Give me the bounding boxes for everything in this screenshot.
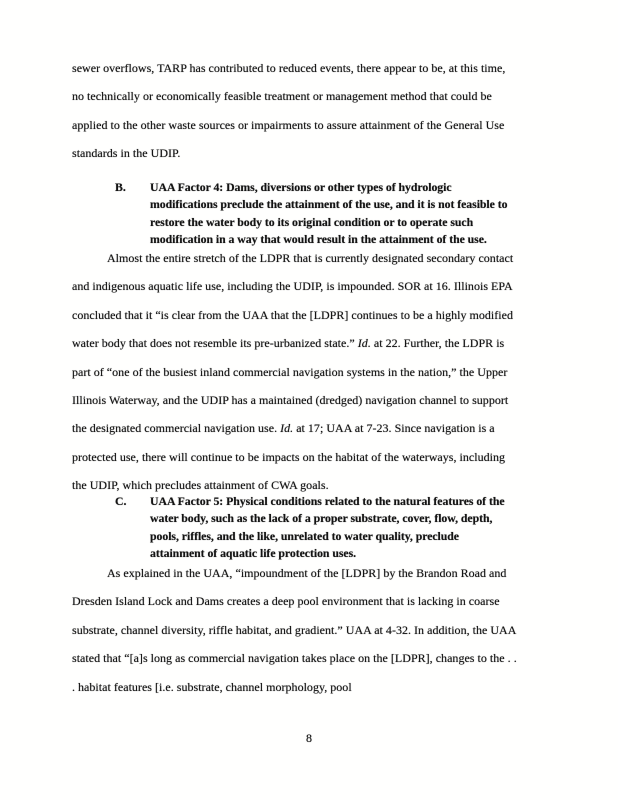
heading-label: C. (115, 494, 127, 508)
heading-text: UAA Factor 5: Physical conditions related to the natural features of the water body, such as the lack of a proper substrate, cover, flow, depth, pools, riffles, and the like, unrelated to water quality, preclude attainment of aquatic life protection uses. (150, 494, 505, 561)
paragraph-text: As explained in the UAA, “impoundment of the [LDPR] by the Brandon Road and Dresden Island Lock and Dams creates a deep pool environment that is lacking in coarse substrate, channel diversity, riffle habitat, and gradient.” UAA at 4-32. In addition, the UAA stated that “[a]s long as commercial navigation takes place on the [LDPR], changes to the . . . habitat features [i.e. substrate, channel morphology, pool (72, 566, 517, 694)
paragraph-text: Almost the entire stretch of the LDPR that is currently designated secondary contact and indigenous aquatic life use, including the UDIP, is impounded. SOR at 16. Illinois EPA concluded that it “is clear from the UAA that the [LDPR] continues to be a highly modified water body that does not resemble its pre-urbanized state.” (72, 251, 514, 351)
paragraph-text: at 17; UAA at 7-23. Since navigation is a protected use, there will continue to be impacts on the habitat of the waterways, including the UDIP, which precludes attainment of CWA goals. (72, 421, 506, 493)
heading-text: UAA Factor 4: Dams, diversions or other types of hydrologic modifications preclude the attainment of the use, and it is not feasible to restore the water body to its original condition or to operate such modification in a way that would result in the attainment of the use. (150, 180, 508, 247)
paragraph-factor4-discussion (72, 244, 518, 500)
paragraph-text: sewer overflows, TARP has contributed to reduced events, there appear to be, at this time, no technically or economically feasible treatment or management method that could be applied to the other waste sources or impairments to assure attainment of the General Use standards in the UDIP. (72, 61, 506, 161)
paragraph-factor5-discussion (72, 559, 518, 701)
heading-label: B. (115, 180, 126, 194)
section-heading-c (115, 493, 516, 563)
page-number: 8 (306, 731, 312, 745)
citation-id-italic: Id. (357, 336, 371, 351)
section-heading-b (115, 179, 516, 249)
paragraph-text: at 22. Further, the LDPR is part of “one of the busiest inland commercial navigation systems in the nation,” the Upper Illinois Waterway, and the UDIP has a maintained (dredged) navigation channel to support the designated commercial navigation use. (72, 336, 509, 436)
paragraph-continuation (72, 54, 518, 168)
citation-id-italic: Id. (280, 421, 294, 436)
